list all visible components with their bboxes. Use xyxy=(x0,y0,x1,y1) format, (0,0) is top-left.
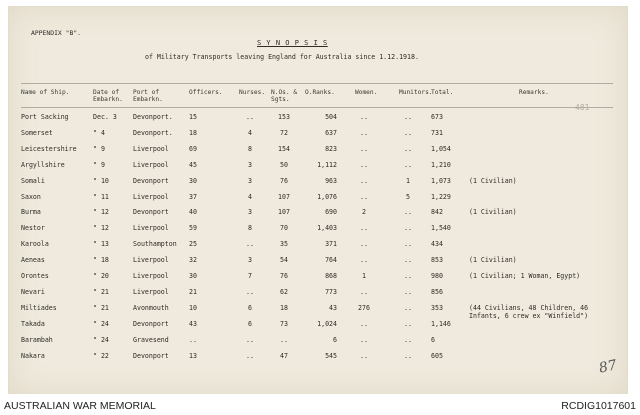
cell-total: 1,229 xyxy=(431,192,451,201)
cell-munitors: .. xyxy=(404,240,412,249)
column-header-ncos: Sgts. xyxy=(271,96,290,103)
cell-women: .. xyxy=(360,351,368,360)
cell-nurses: 8 xyxy=(248,224,252,233)
cell-ncos: 35 xyxy=(280,240,288,249)
cell-date: " 9 xyxy=(93,144,105,153)
cell-total: 856 xyxy=(431,287,443,296)
cell-total: 853 xyxy=(431,256,443,265)
column-header-port: Port of xyxy=(133,89,160,96)
cell-nurses: .. xyxy=(246,113,254,121)
cell-munitors: .. xyxy=(404,128,412,137)
cell-remarks: (1 Civilian; 1 Woman, Egypt) xyxy=(469,272,581,280)
cell-nurses: .. xyxy=(246,335,254,344)
cell-nurses: 4 xyxy=(248,128,252,137)
cell-port: Devonport. xyxy=(133,128,173,137)
cell-women: .. xyxy=(360,113,368,121)
cell-ncos: 107 xyxy=(278,208,290,217)
cell-officers: 43 xyxy=(189,319,197,328)
cell-date: " 11 xyxy=(93,192,109,201)
cell-officers: 30 xyxy=(189,176,197,185)
cell-women: .. xyxy=(360,224,368,233)
cell-oranks: 773 xyxy=(325,287,337,296)
cell-total: 353 xyxy=(431,303,443,312)
cell-munitors: .. xyxy=(404,113,412,121)
cell-port: Liverpool xyxy=(133,192,169,201)
cell-oranks: 868 xyxy=(325,272,337,280)
cell-ship: Orontes xyxy=(21,272,49,280)
cell-officers: 37 xyxy=(189,192,197,201)
cell-women: 1 xyxy=(362,272,366,280)
cell-port: Devonport xyxy=(133,176,169,185)
cell-oranks: 1,112 xyxy=(317,160,337,169)
cell-port: Devonport xyxy=(133,208,169,217)
cell-munitors: .. xyxy=(404,351,412,360)
cell-ncos: 50 xyxy=(280,160,288,169)
cell-total: 1,054 xyxy=(431,144,451,153)
cell-women: .. xyxy=(360,176,368,185)
cell-date: " 12 xyxy=(93,208,109,217)
margin-note: 481 xyxy=(575,103,590,112)
cell-nurses: 7 xyxy=(248,272,252,280)
cell-ncos: 72 xyxy=(280,128,288,137)
document-page xyxy=(8,6,628,396)
cell-remarks: (1 Civilian) xyxy=(469,208,517,217)
cell-women: 276 xyxy=(358,303,370,312)
cell-oranks: 963 xyxy=(325,176,337,185)
cell-date: " 9 xyxy=(93,160,105,169)
cell-women: 2 xyxy=(362,208,366,217)
cell-total: 1,146 xyxy=(431,319,451,328)
cell-ship: Leicestershire xyxy=(21,144,77,153)
cell-women: .. xyxy=(360,160,368,169)
cell-total: 842 xyxy=(431,208,443,217)
cell-oranks: 43 xyxy=(329,303,337,312)
cell-port: Avonmouth xyxy=(133,303,169,312)
cell-ship: Nestor xyxy=(21,224,45,233)
cell-date: " 24 xyxy=(93,335,109,344)
appendix-label: APPENDIX "B". xyxy=(31,29,82,37)
cell-date: " 10 xyxy=(93,176,109,185)
cell-officers: 30 xyxy=(189,272,197,280)
cell-women: .. xyxy=(360,319,368,328)
column-header-remarks: Remarks. xyxy=(519,89,549,96)
cell-ship: Aeneas xyxy=(21,256,45,265)
column-header-oranks: O.Ranks. xyxy=(305,89,335,96)
cell-oranks: 1,403 xyxy=(317,224,337,233)
cell-nurses: 3 xyxy=(248,176,252,185)
cell-date: " 21 xyxy=(93,303,109,312)
cell-nurses: .. xyxy=(246,240,254,249)
cell-oranks: 764 xyxy=(325,256,337,265)
cell-ncos: .. xyxy=(280,335,288,344)
cell-total: 1,210 xyxy=(431,160,451,169)
cell-ncos: 54 xyxy=(280,256,288,265)
cell-date: " 20 xyxy=(93,272,109,280)
cell-oranks: 823 xyxy=(325,144,337,153)
cell-officers: 25 xyxy=(189,240,197,249)
column-header-ship: Name of Ship. xyxy=(21,89,70,96)
cell-officers: 40 xyxy=(189,208,197,217)
cell-ship: Barambah xyxy=(21,335,53,344)
cell-date: " 22 xyxy=(93,351,109,360)
cell-port: Liverpool xyxy=(133,287,169,296)
cell-officers: 69 xyxy=(189,144,197,153)
cell-total: 434 xyxy=(431,240,443,249)
cell-date: " 21 xyxy=(93,287,109,296)
header-rule-bottom xyxy=(21,107,613,108)
cell-ncos: 70 xyxy=(280,224,288,233)
cell-ship: Burma xyxy=(21,208,41,217)
cell-oranks: 504 xyxy=(325,113,337,121)
column-header-ncos: N.Os. & xyxy=(271,89,298,96)
cell-officers: 13 xyxy=(189,351,197,360)
document-title: S Y N O P S I S xyxy=(257,39,328,47)
cell-nurses: 3 xyxy=(248,160,252,169)
cell-officers: .. xyxy=(189,335,197,344)
cell-oranks: 690 xyxy=(325,208,337,217)
cell-date: " 12 xyxy=(93,224,109,233)
cell-port: Devonport. xyxy=(133,113,173,121)
cell-women: .. xyxy=(360,192,368,201)
cell-ncos: 18 xyxy=(280,303,288,312)
cell-munitors: .. xyxy=(404,319,412,328)
cell-port: Liverpool xyxy=(133,224,169,233)
cell-women: .. xyxy=(360,335,368,344)
cell-total: 6 xyxy=(431,335,435,344)
cell-ship: Miltiades xyxy=(21,303,57,312)
cell-ship: Somerset xyxy=(21,128,53,137)
cell-ship: Argyllshire xyxy=(21,160,65,169)
footer-bar xyxy=(0,394,640,415)
cell-munitors: .. xyxy=(404,272,412,280)
cell-munitors: .. xyxy=(404,160,412,169)
cell-ncos: 76 xyxy=(280,176,288,185)
column-header-women: Women. xyxy=(355,89,378,96)
cell-officers: 18 xyxy=(189,128,197,137)
column-header-nurses: Nurses. xyxy=(239,89,266,96)
cell-nurses: 4 xyxy=(248,192,252,201)
cell-women: .. xyxy=(360,287,368,296)
column-header-date: Date of xyxy=(93,89,120,96)
cell-ship: Port Sacking xyxy=(21,113,69,121)
cell-total: 731 xyxy=(431,128,443,137)
footer-id: RCDIG1017601 xyxy=(561,400,636,412)
column-header-munitors: Munitors. xyxy=(399,89,433,96)
cell-remarks: (44 Civilians, 48 Children, 46 Infants, 6 crew ex "Winfield") xyxy=(469,303,589,320)
corner-mark: 87 xyxy=(597,357,619,377)
cell-date: " 13 xyxy=(93,240,109,249)
cell-ncos: 62 xyxy=(280,287,288,296)
cell-nurses: 3 xyxy=(248,208,252,217)
cell-munitors: 1 xyxy=(406,176,410,185)
cell-nurses: 6 xyxy=(248,319,252,328)
cell-nurses: 8 xyxy=(248,144,252,153)
cell-ncos: 73 xyxy=(280,319,288,328)
cell-nurses: 3 xyxy=(248,256,252,265)
cell-date: " 4 xyxy=(93,128,105,137)
column-header-date: Embarkn. xyxy=(93,96,123,103)
cell-ship: Saxon xyxy=(21,192,41,201)
cell-ship: Karoola xyxy=(21,240,49,249)
column-header-port: Embarkn. xyxy=(133,96,163,103)
cell-ship: Nevari xyxy=(21,287,45,296)
cell-port: Devonport xyxy=(133,351,169,360)
cell-port: Southampton xyxy=(133,240,177,249)
cell-munitors: .. xyxy=(404,144,412,153)
cell-total: 1,540 xyxy=(431,224,451,233)
cell-munitors: .. xyxy=(404,303,412,312)
cell-date: Dec. 3 xyxy=(93,113,117,121)
cell-ncos: 154 xyxy=(278,144,290,153)
cell-ship: Somali xyxy=(21,176,45,185)
document-subtitle: of Military Transports leaving England for Australia since 1.12.1918. xyxy=(145,53,419,61)
cell-total: 1,073 xyxy=(431,176,451,185)
cell-port: Liverpool xyxy=(133,272,169,280)
footer-source: AUSTRALIAN WAR MEMORIAL xyxy=(4,400,156,412)
cell-date: " 24 xyxy=(93,319,109,328)
cell-women: .. xyxy=(360,128,368,137)
cell-women: .. xyxy=(360,240,368,249)
cell-oranks: 1,076 xyxy=(317,192,337,201)
cell-munitors: .. xyxy=(404,208,412,217)
cell-officers: 32 xyxy=(189,256,197,265)
cell-port: Devonport xyxy=(133,319,169,328)
cell-officers: 21 xyxy=(189,287,197,296)
cell-munitors: .. xyxy=(404,256,412,265)
column-header-total: Total. xyxy=(431,89,454,96)
header-rule-top xyxy=(21,83,613,84)
cell-port: Gravesend xyxy=(133,335,169,344)
cell-nurses: 6 xyxy=(248,303,252,312)
cell-officers: 59 xyxy=(189,224,197,233)
cell-oranks: 6 xyxy=(333,335,337,344)
cell-nurses: .. xyxy=(246,287,254,296)
cell-oranks: 637 xyxy=(325,128,337,137)
cell-women: .. xyxy=(360,144,368,153)
cell-nurses: .. xyxy=(246,351,254,360)
cell-ship: Takada xyxy=(21,319,45,328)
cell-women: .. xyxy=(360,256,368,265)
cell-oranks: 371 xyxy=(325,240,337,249)
cell-munitors: .. xyxy=(404,287,412,296)
cell-port: Liverpool xyxy=(133,144,169,153)
cell-officers: 15 xyxy=(189,113,197,121)
cell-oranks: 545 xyxy=(325,351,337,360)
cell-munitors: .. xyxy=(404,224,412,233)
cell-munitors: .. xyxy=(404,335,412,344)
cell-officers: 45 xyxy=(189,160,197,169)
cell-ncos: 153 xyxy=(278,113,290,121)
cell-ncos: 107 xyxy=(278,192,290,201)
cell-remarks: (1 Civilian) xyxy=(469,256,517,265)
cell-port: Liverpool xyxy=(133,160,169,169)
cell-munitors: 5 xyxy=(406,192,410,201)
cell-ship: Nakara xyxy=(21,351,45,360)
cell-total: 605 xyxy=(431,351,443,360)
cell-officers: 10 xyxy=(189,303,197,312)
cell-remarks: (1 Civilian) xyxy=(469,176,517,185)
column-header-officers: Officers. xyxy=(189,89,223,96)
cell-port: Liverpool xyxy=(133,256,169,265)
cell-ncos: 76 xyxy=(280,272,288,280)
cell-oranks: 1,024 xyxy=(317,319,337,328)
cell-total: 673 xyxy=(431,113,443,121)
cell-ncos: 47 xyxy=(280,351,288,360)
cell-total: 980 xyxy=(431,272,443,280)
cell-date: " 18 xyxy=(93,256,109,265)
